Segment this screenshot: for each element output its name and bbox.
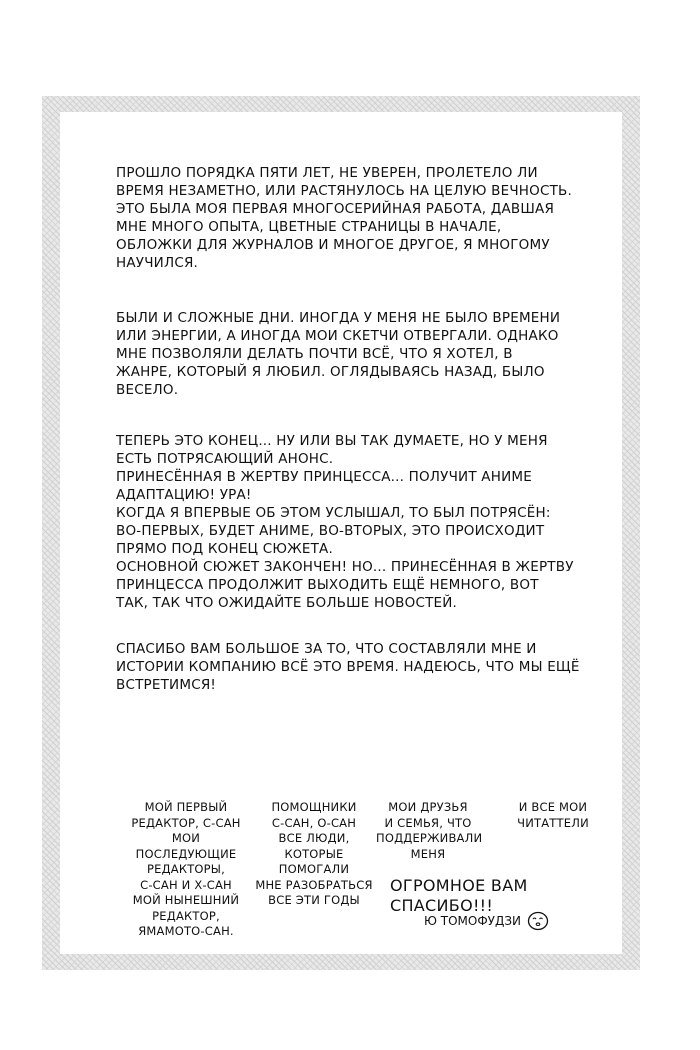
paragraph-time-passed: ПРОШЛО ПОРЯДКА ПЯТИ ЛЕТ, НЕ УВЕРЕН, ПРОЛЕТЕЛО ЛИ ВРЕМЯ НЕЗАМЕТНО, ИЛИ РАСТЯНУЛОСЬ НА ЦЕЛУЮ ВЕЧНОСТЬ. ЭТО БЫЛА МОЯ ПЕРВАЯ МНОГОСЕРИЙНАЯ РАБОТА, ДАВШАЯ МНЕ МНОГО ОПЫТА, ЦВЕТНЫЕ СТРАНИЦЫ В НАЧАЛЕ, ОБЛОЖКИ ДЛЯ ЖУРНАЛОВ И МНОГОЕ ДРУГОЕ, Я МНОГОМУ НАУЧИЛСЯ. — [116, 165, 572, 271]
paragraph-hard-days: БЫЛИ И СЛОЖНЫЕ ДНИ. ИНОГДА У МЕНЯ НЕ БЫЛО ВРЕМЕНИ ИЛИ ЭНЕРГИИ, А ИНОГДА МОИ СКЕТЧИ ОТВЕРГАЛИ. ОДНАКО МНЕ ПОЗВОЛЯЛИ ДЕЛАТЬ ПОЧТИ ВСЁ, ЧТО Я ХОТЕЛ, В ЖАНРЕ, КОТОРЫЙ Я ЛЮБИЛ. ОГЛЯДЫВАЯСЬ НАЗАД, БЫЛО ВЕСЕЛО. — [116, 310, 561, 398]
credit-readers: И ВСЕ МОИ ЧИТАТТЕЛИ — [517, 800, 589, 830]
paragraph-thank-you: СПАСИБО ВАМ БОЛЬШОЕ ЗА ТО, ЧТО СОСТАВЛЯЛИ МНЕ И ИСТОРИИ КОМПАНИЮ ВСЁ ЭТО ВРЕМЯ. НАДЕЮСЬ, ЧТО МЫ ЕЩЁ ВСТРЕТИМСЯ! — [116, 641, 580, 693]
credit-assistants: ПОМОЩНИКИ С-САН, О-САН ВСЕ ЛЮДИ, КОТОРЫЕ ПОМОГАЛИ МНЕ РАЗОБРАТЬСЯ ВСЕ ЭТИ ГОДЫ — [255, 800, 373, 907]
smiley-face-icon — [527, 911, 549, 931]
big-thanks-text: ОГРОМНОЕ ВАМ СПАСИБО!!! — [390, 876, 528, 915]
paragraph-anime-announcement: ТЕПЕРЬ ЭТО КОНЕЦ... НУ ИЛИ ВЫ ТАК ДУМАЕТЕ, НО У МЕНЯ ЕСТЬ ПОТРЯСАЮЩИЙ АНОНС. ПРИНЕСЁННАЯ В ЖЕРТВУ ПРИНЦЕССА... ПОЛУЧИТ АНИМЕ АДАПТАЦИЮ! УРА! КОГДА Я ВПЕРВЫЕ ОБ ЭТОМ УСЛЫШАЛ, ТО БЫЛ ПОТРЯСЁН: ВО-ПЕРВЫХ, БУДЕТ АНИМЕ, ВО-ВТОРЫХ, ЭТО ПРОИСХОДИТ ПРЯМО ПОД КОНЕЦ СЮЖЕТА. ОСНОВНОЙ СЮЖЕТ ЗАКОНЧЕН! НО... ПРИНЕСЁННАЯ В ЖЕРТВУ ПРИНЦЕССА ПРОДОЛЖИТ ВЫХОДИТЬ ЕЩЁ НЕМНОГО, ВОТ ТАК, ТАК ЧТО ОЖИДАЙТЕ БОЛЬШЕ НОВОСТЕЙ. — [116, 433, 574, 611]
credit-friends-family: МОИ ДРУЗЬЯ И СЕМЬЯ, ЧТО ПОДДЕРЖИВАЛИ МЕНЯ — [376, 800, 483, 861]
credit-editors: МОЙ ПЕРВЫЙ РЕДАКТОР, С-САН МОИ ПОСЛЕДУЮЩИЕ РЕДАКТОРЫ, С-САН И Х-САН МОЙ НЫНЕШНИЙ РЕДАКТОР, ЯМАМОТО-САН. — [131, 800, 241, 938]
author-name: Ю ТОМОФУДЗИ — [424, 914, 522, 928]
author-signature — [424, 910, 564, 932]
